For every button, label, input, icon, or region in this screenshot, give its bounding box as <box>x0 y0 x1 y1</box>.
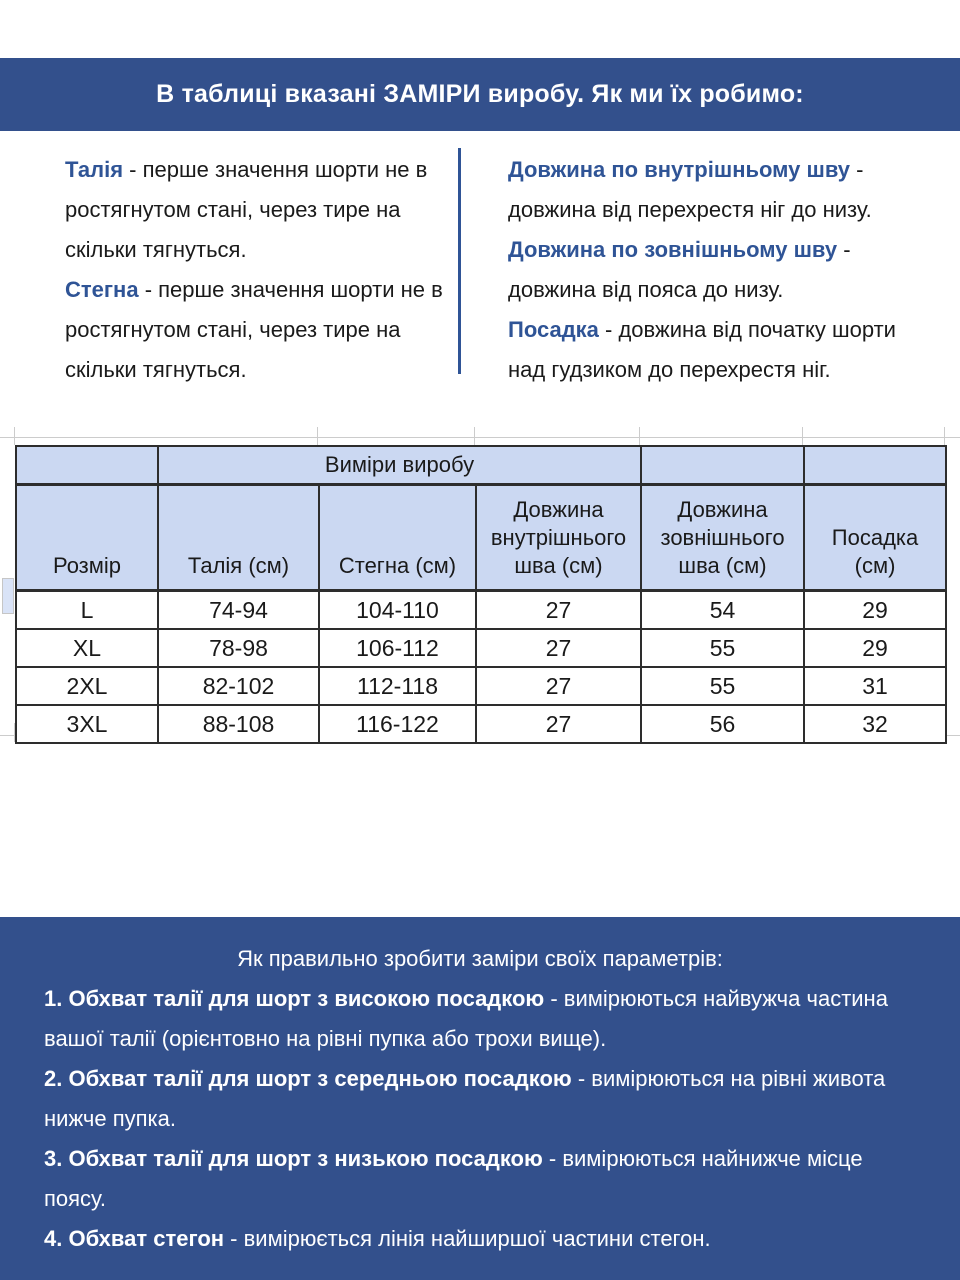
size-cell: 2XL <box>16 667 158 705</box>
measure-item-2 <box>44 1059 916 1139</box>
definition-rise <box>508 310 916 390</box>
empty-cell <box>16 446 158 485</box>
waist-cell: 88-108 <box>158 705 319 743</box>
rise-cell: 32 <box>804 705 946 743</box>
definition-term: Довжина по зовнішньому шву <box>508 237 838 262</box>
definition-outseam <box>508 230 916 310</box>
banner-title: В таблиці вказані ЗАМІРИ виробу. Як ми їх робимо: <box>156 80 804 108</box>
footer-heading: Як правильно зробити заміри своїх параметрів: <box>237 946 723 971</box>
definitions-left-column <box>65 150 443 390</box>
table-group-header: Виміри виробу <box>158 446 641 485</box>
inseam-cell: 27 <box>476 629 641 667</box>
inseam-cell: 27 <box>476 705 641 743</box>
gridline <box>0 437 960 438</box>
definition-term: Талія <box>65 157 124 182</box>
definition-text: - перше значення шорти не в ростягнутом стані, через тире на скільки тягнуться. <box>65 157 428 262</box>
definition-text: - довжина від пояса до низу. <box>508 237 851 302</box>
measure-item-text: - вимірюються найвужча частина вашої талії (орієнтовно на рівні пупка або трохи вище). <box>44 986 888 1051</box>
column-header-hips: Стегна (см) <box>319 485 476 591</box>
definition-text: - перше значення шорти не в ростягнутом стані, через тире на скільки тягнуться. <box>65 277 443 382</box>
definition-text: - довжина від початку шорти над гудзиком до перехрестя ніг. <box>508 317 896 382</box>
size-table <box>15 445 947 744</box>
inseam-cell: 27 <box>476 667 641 705</box>
hips-cell: 112-118 <box>319 667 476 705</box>
gridline <box>474 427 475 445</box>
column-header-waist: Талія (см) <box>158 485 319 591</box>
definition-hips <box>65 270 443 390</box>
size-cell: L <box>16 591 158 630</box>
definitions-right-column <box>508 150 916 390</box>
empty-cell <box>641 446 804 485</box>
column-header-inseam: Довжина внутрішнього шва (см) <box>476 485 641 591</box>
gridline <box>14 427 15 445</box>
table-row <box>16 667 946 705</box>
column-header-rise: Посадка (см) <box>804 485 946 591</box>
inseam-cell: 27 <box>476 591 641 630</box>
measure-item-text: - вимірюються найнижче місце поясу. <box>44 1146 863 1211</box>
definition-term: Стегна <box>65 277 139 302</box>
gridline <box>802 427 803 445</box>
empty-cell <box>804 446 946 485</box>
outseam-cell: 56 <box>641 705 804 743</box>
measure-item-4 <box>44 1219 916 1259</box>
footer-section <box>0 917 960 1280</box>
measure-item-3 <box>44 1139 916 1219</box>
table-row <box>16 629 946 667</box>
gridline <box>317 427 318 445</box>
outseam-cell: 55 <box>641 629 804 667</box>
measure-item-bold: 2. Обхват талії для шорт з середньою посадкою <box>44 1066 572 1091</box>
outseam-cell: 54 <box>641 591 804 630</box>
hips-cell: 106-112 <box>319 629 476 667</box>
measure-item-text: - вимірюється лінія найширшої частини стегон. <box>224 1226 711 1251</box>
column-header-outseam: Довжина зовнішнього шва (см) <box>641 485 804 591</box>
definition-waist <box>65 150 443 270</box>
gridline <box>639 427 640 445</box>
measure-item-1 <box>44 979 916 1059</box>
row-selection-strip <box>2 578 14 614</box>
rise-cell: 29 <box>804 629 946 667</box>
waist-cell: 78-98 <box>158 629 319 667</box>
table-row <box>16 591 946 630</box>
table-header-row <box>16 485 946 591</box>
column-divider <box>458 148 461 374</box>
definition-term: Довжина по внутрішньому шву <box>508 157 851 182</box>
definition-text: - довжина від перехрестя ніг до низу. <box>508 157 872 222</box>
table-row <box>16 705 946 743</box>
definition-term: Посадка <box>508 317 599 342</box>
hips-cell: 104-110 <box>319 591 476 630</box>
waist-cell: 82-102 <box>158 667 319 705</box>
rise-cell: 29 <box>804 591 946 630</box>
table-group-row <box>16 446 946 485</box>
measure-item-bold: 1. Обхват талії для шорт з високою посадкою <box>44 986 545 1011</box>
definition-inseam <box>508 150 916 230</box>
measure-item-text: - вимірюються на рівні живота нижче пупка. <box>44 1066 886 1131</box>
measure-item-bold: 4. Обхват стегон <box>44 1226 225 1251</box>
rise-cell: 31 <box>804 667 946 705</box>
size-cell: 3XL <box>16 705 158 743</box>
header-banner <box>0 58 960 131</box>
size-cell: XL <box>16 629 158 667</box>
hips-cell: 116-122 <box>319 705 476 743</box>
waist-cell: 74-94 <box>158 591 319 630</box>
gridline <box>944 427 945 445</box>
measure-item-bold: 3. Обхват талії для шорт з низькою посадкою <box>44 1146 543 1171</box>
outseam-cell: 55 <box>641 667 804 705</box>
definitions-section <box>0 150 960 400</box>
column-header-size: Розмір <box>16 485 158 591</box>
